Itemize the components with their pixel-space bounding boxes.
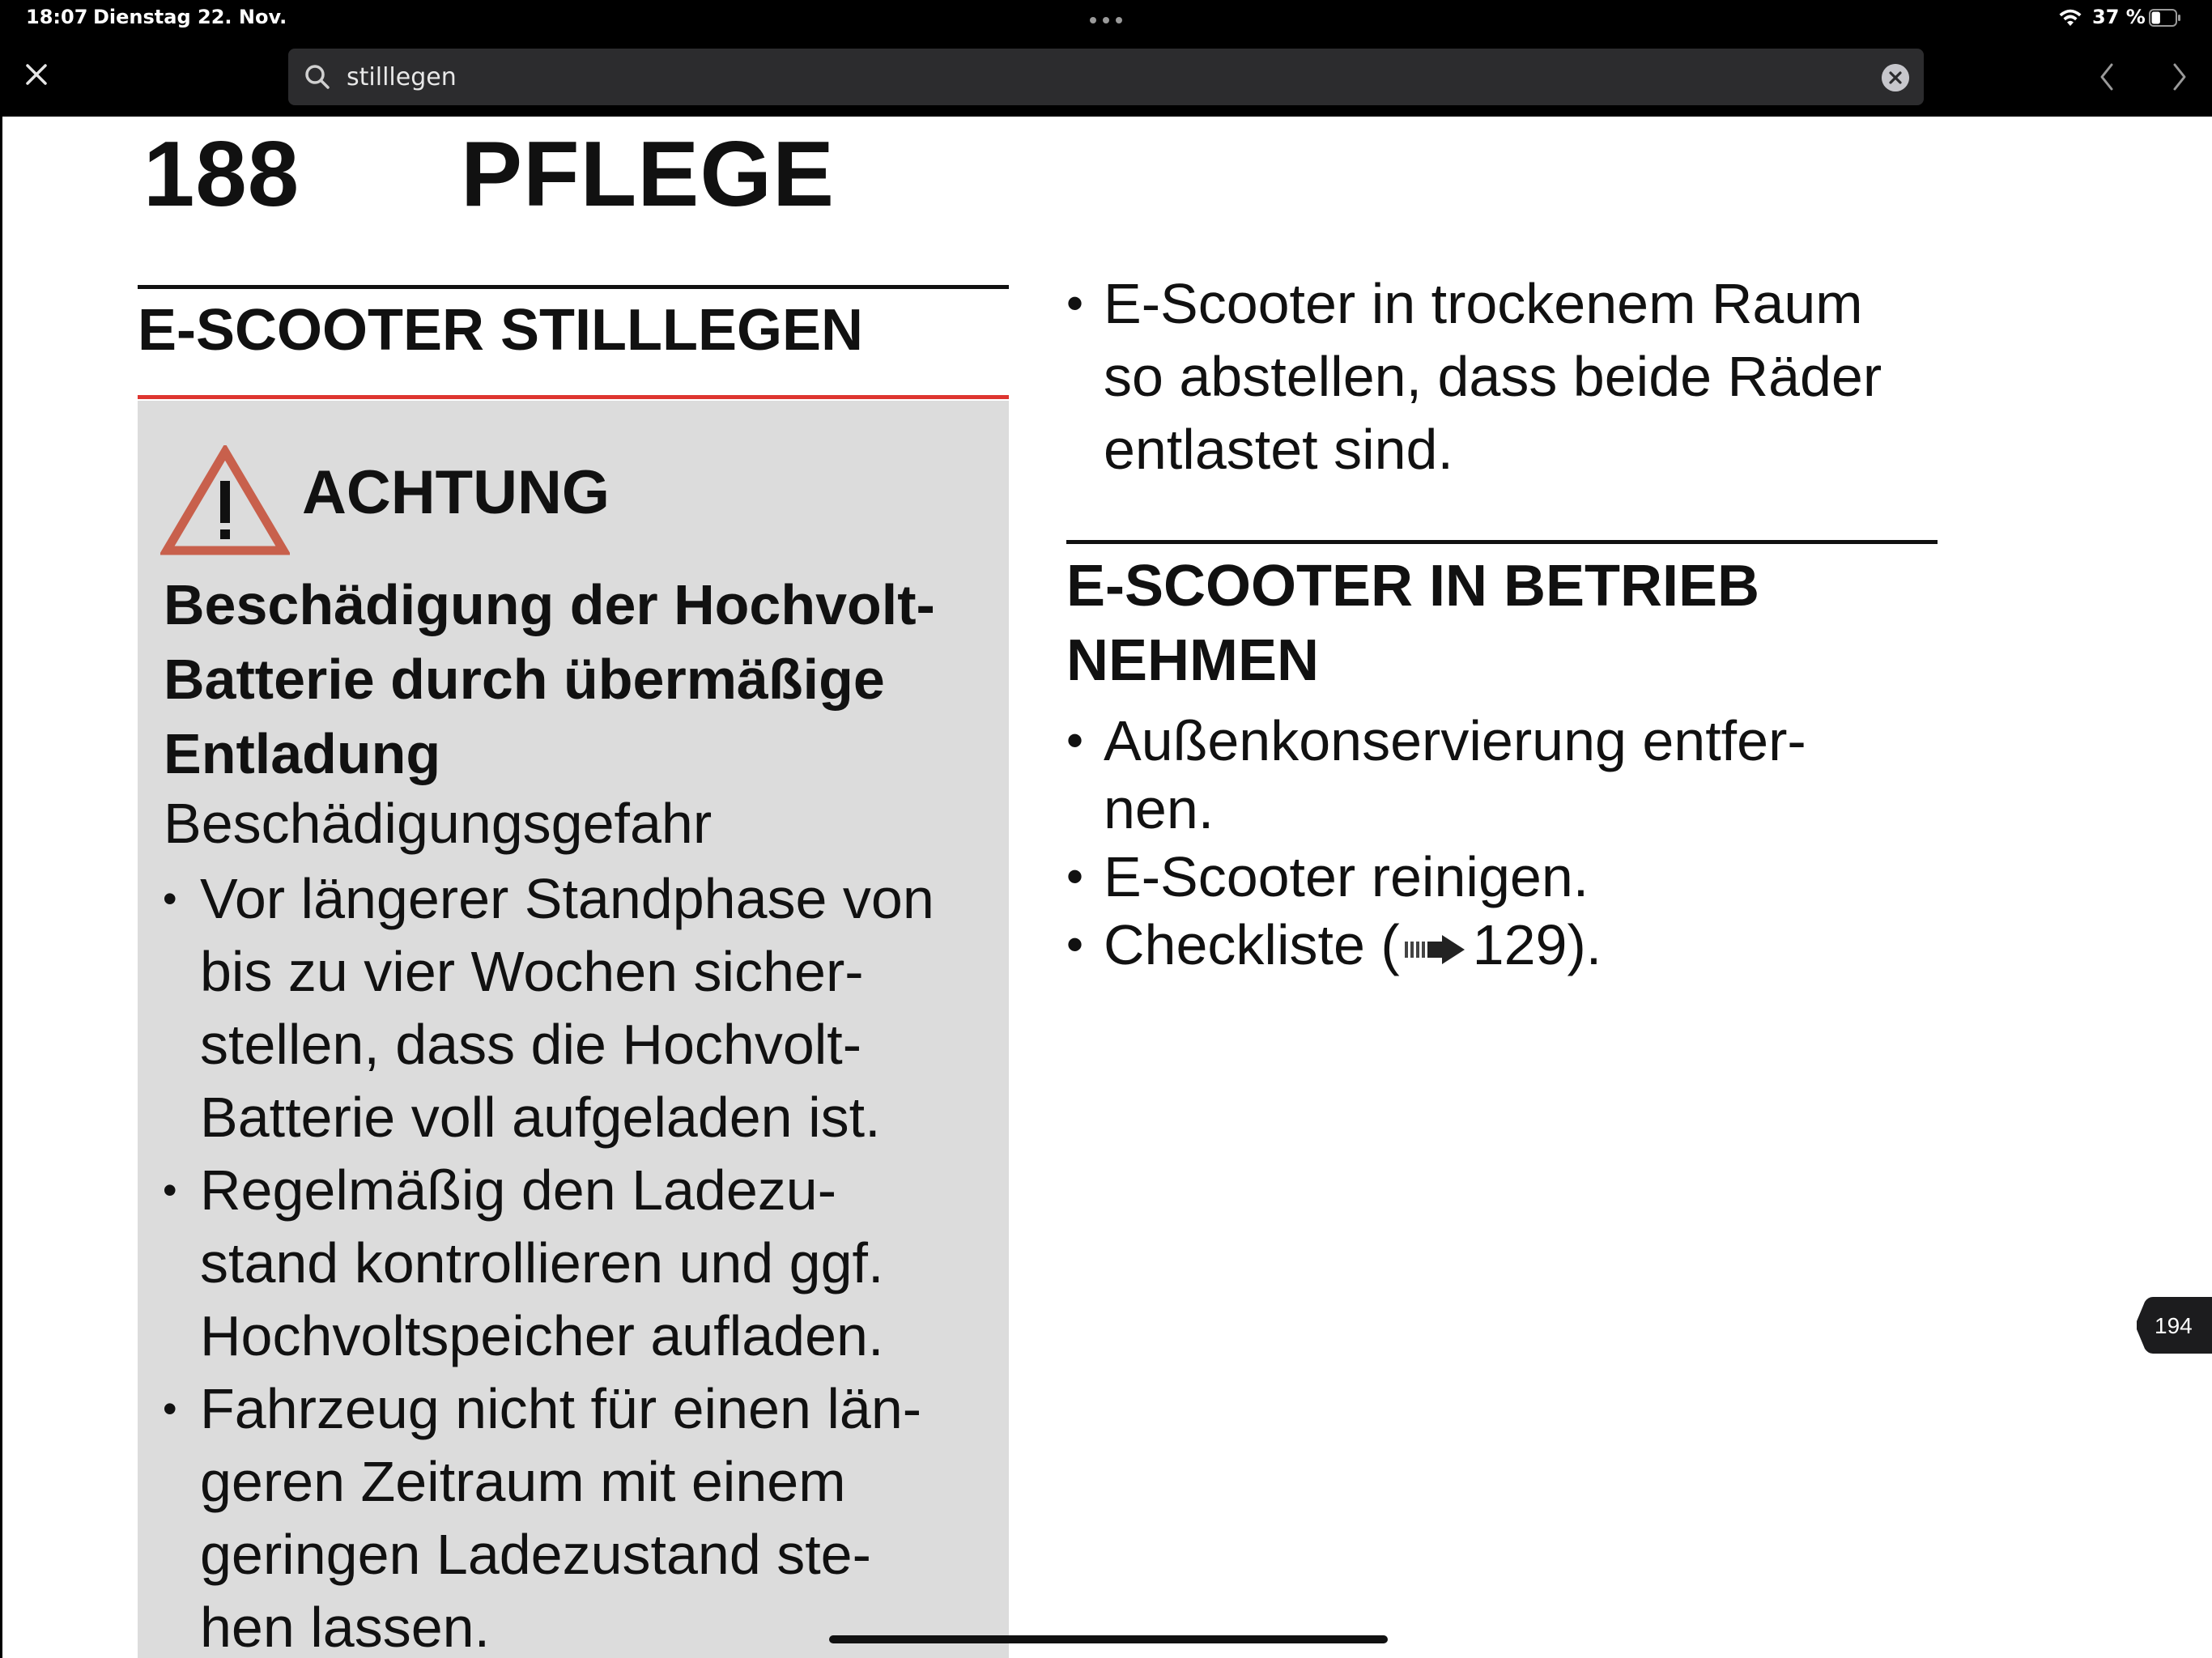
arrow-reference-icon [1403,932,1468,967]
page-indicator-label: 194 [2155,1313,2193,1338]
document-page [2,117,2212,1658]
bullet: • [163,1167,177,1213]
battery-percent: 37 % [2092,6,2146,28]
search-field[interactable] [288,49,1924,105]
warning-bullet-list [163,862,934,1658]
list-line: E-Scooter reinigen. [1104,845,1589,908]
chevron-left-icon[interactable] [2092,60,2123,94]
search-icon [303,62,332,91]
close-icon[interactable] [21,59,52,90]
list-line: E-Scooter in trockenem Raum [1104,272,1863,335]
bullet: • [1066,713,1084,767]
reader-toolbar [0,37,2212,117]
warning-danger-text: Beschädigungsgefahr [164,792,713,855]
warning-title: ACHTUNG [302,458,610,527]
warning-triangle-icon [160,445,290,557]
storage-bullet-list [1066,267,1882,486]
status-time: 18:07 [26,6,88,28]
list-line: Außenkonservierung entfer- [1104,709,1806,772]
list-line: nen. [1104,777,1214,840]
clear-icon[interactable] [1882,64,1909,91]
list-item [163,862,934,1154]
list-line: so abstellen, dass beide Räder [1104,345,1882,408]
list-line: Vor längerer Standphase von [200,867,934,930]
bullet: • [163,1386,177,1431]
list-line: geringen Ladezustand ste- [200,1523,871,1586]
warning-subtitle-line: Batterie durch übermäßige [164,648,885,711]
list-line: entlastet sind. [1104,418,1453,481]
checklist-page-ref[interactable]: 129). [1472,913,1602,976]
list-line: Hochvoltspeicher aufladen. [200,1304,884,1367]
list-line: bis zu vier Wochen sicher- [200,940,864,1003]
home-indicator[interactable] [829,1635,1388,1643]
bullet: • [1066,276,1084,330]
battery-icon [2149,9,2181,27]
page-number: 188 [143,123,300,226]
section-divider-red [138,395,1009,399]
section-divider [1066,540,1938,544]
list-item [163,1372,934,1658]
commissioning-bullet-list [1066,707,1806,979]
section-heading-stilllegen: E-SCOOTER STILLLEGEN [138,298,864,363]
checklist-text: Checkliste ( [1104,913,1400,976]
page-title: PFLEGE [461,123,836,226]
list-line: Fahrzeug nicht für einen län- [200,1377,922,1440]
section-divider [138,285,1009,289]
list-item [1066,707,1806,843]
list-item-checklist[interactable] [1066,911,1806,979]
list-line: stand kontrollieren und ggf. [200,1231,884,1295]
checklist-line[interactable] [1104,911,1806,979]
bullet: • [163,876,177,921]
status-date: Dienstag 22. Nov. [93,6,287,28]
heading-line: NEHMEN [1066,628,1320,693]
bullet: • [1066,849,1084,903]
warning-subtitle-line: Entladung [164,722,441,785]
wifi-icon [2057,8,2083,28]
status-bar [0,0,2212,37]
search-input[interactable] [347,49,1836,105]
bullet: • [1066,917,1084,971]
list-item [1066,843,1806,911]
list-line: stellen, dass die Hochvolt- [200,1013,862,1076]
section-heading-in-betrieb-nehmen [1066,549,1759,698]
heading-line: E-SCOOTER IN BETRIEB [1066,554,1760,619]
list-line: Regelmäßig den Ladezu- [200,1158,837,1222]
list-item [163,1154,934,1372]
warning-subtitle [164,568,1006,791]
list-line: geren Zeitraum mit einem [200,1450,846,1513]
multitasking-dots-icon[interactable] [1090,17,1122,23]
list-line: Batterie voll aufgeladen ist. [200,1086,881,1149]
list-item [1066,267,1882,486]
warning-subtitle-line: Beschädigung der Hochvolt- [164,573,935,636]
chevron-right-icon[interactable] [2163,60,2194,94]
list-line: hen lassen. [200,1596,491,1658]
